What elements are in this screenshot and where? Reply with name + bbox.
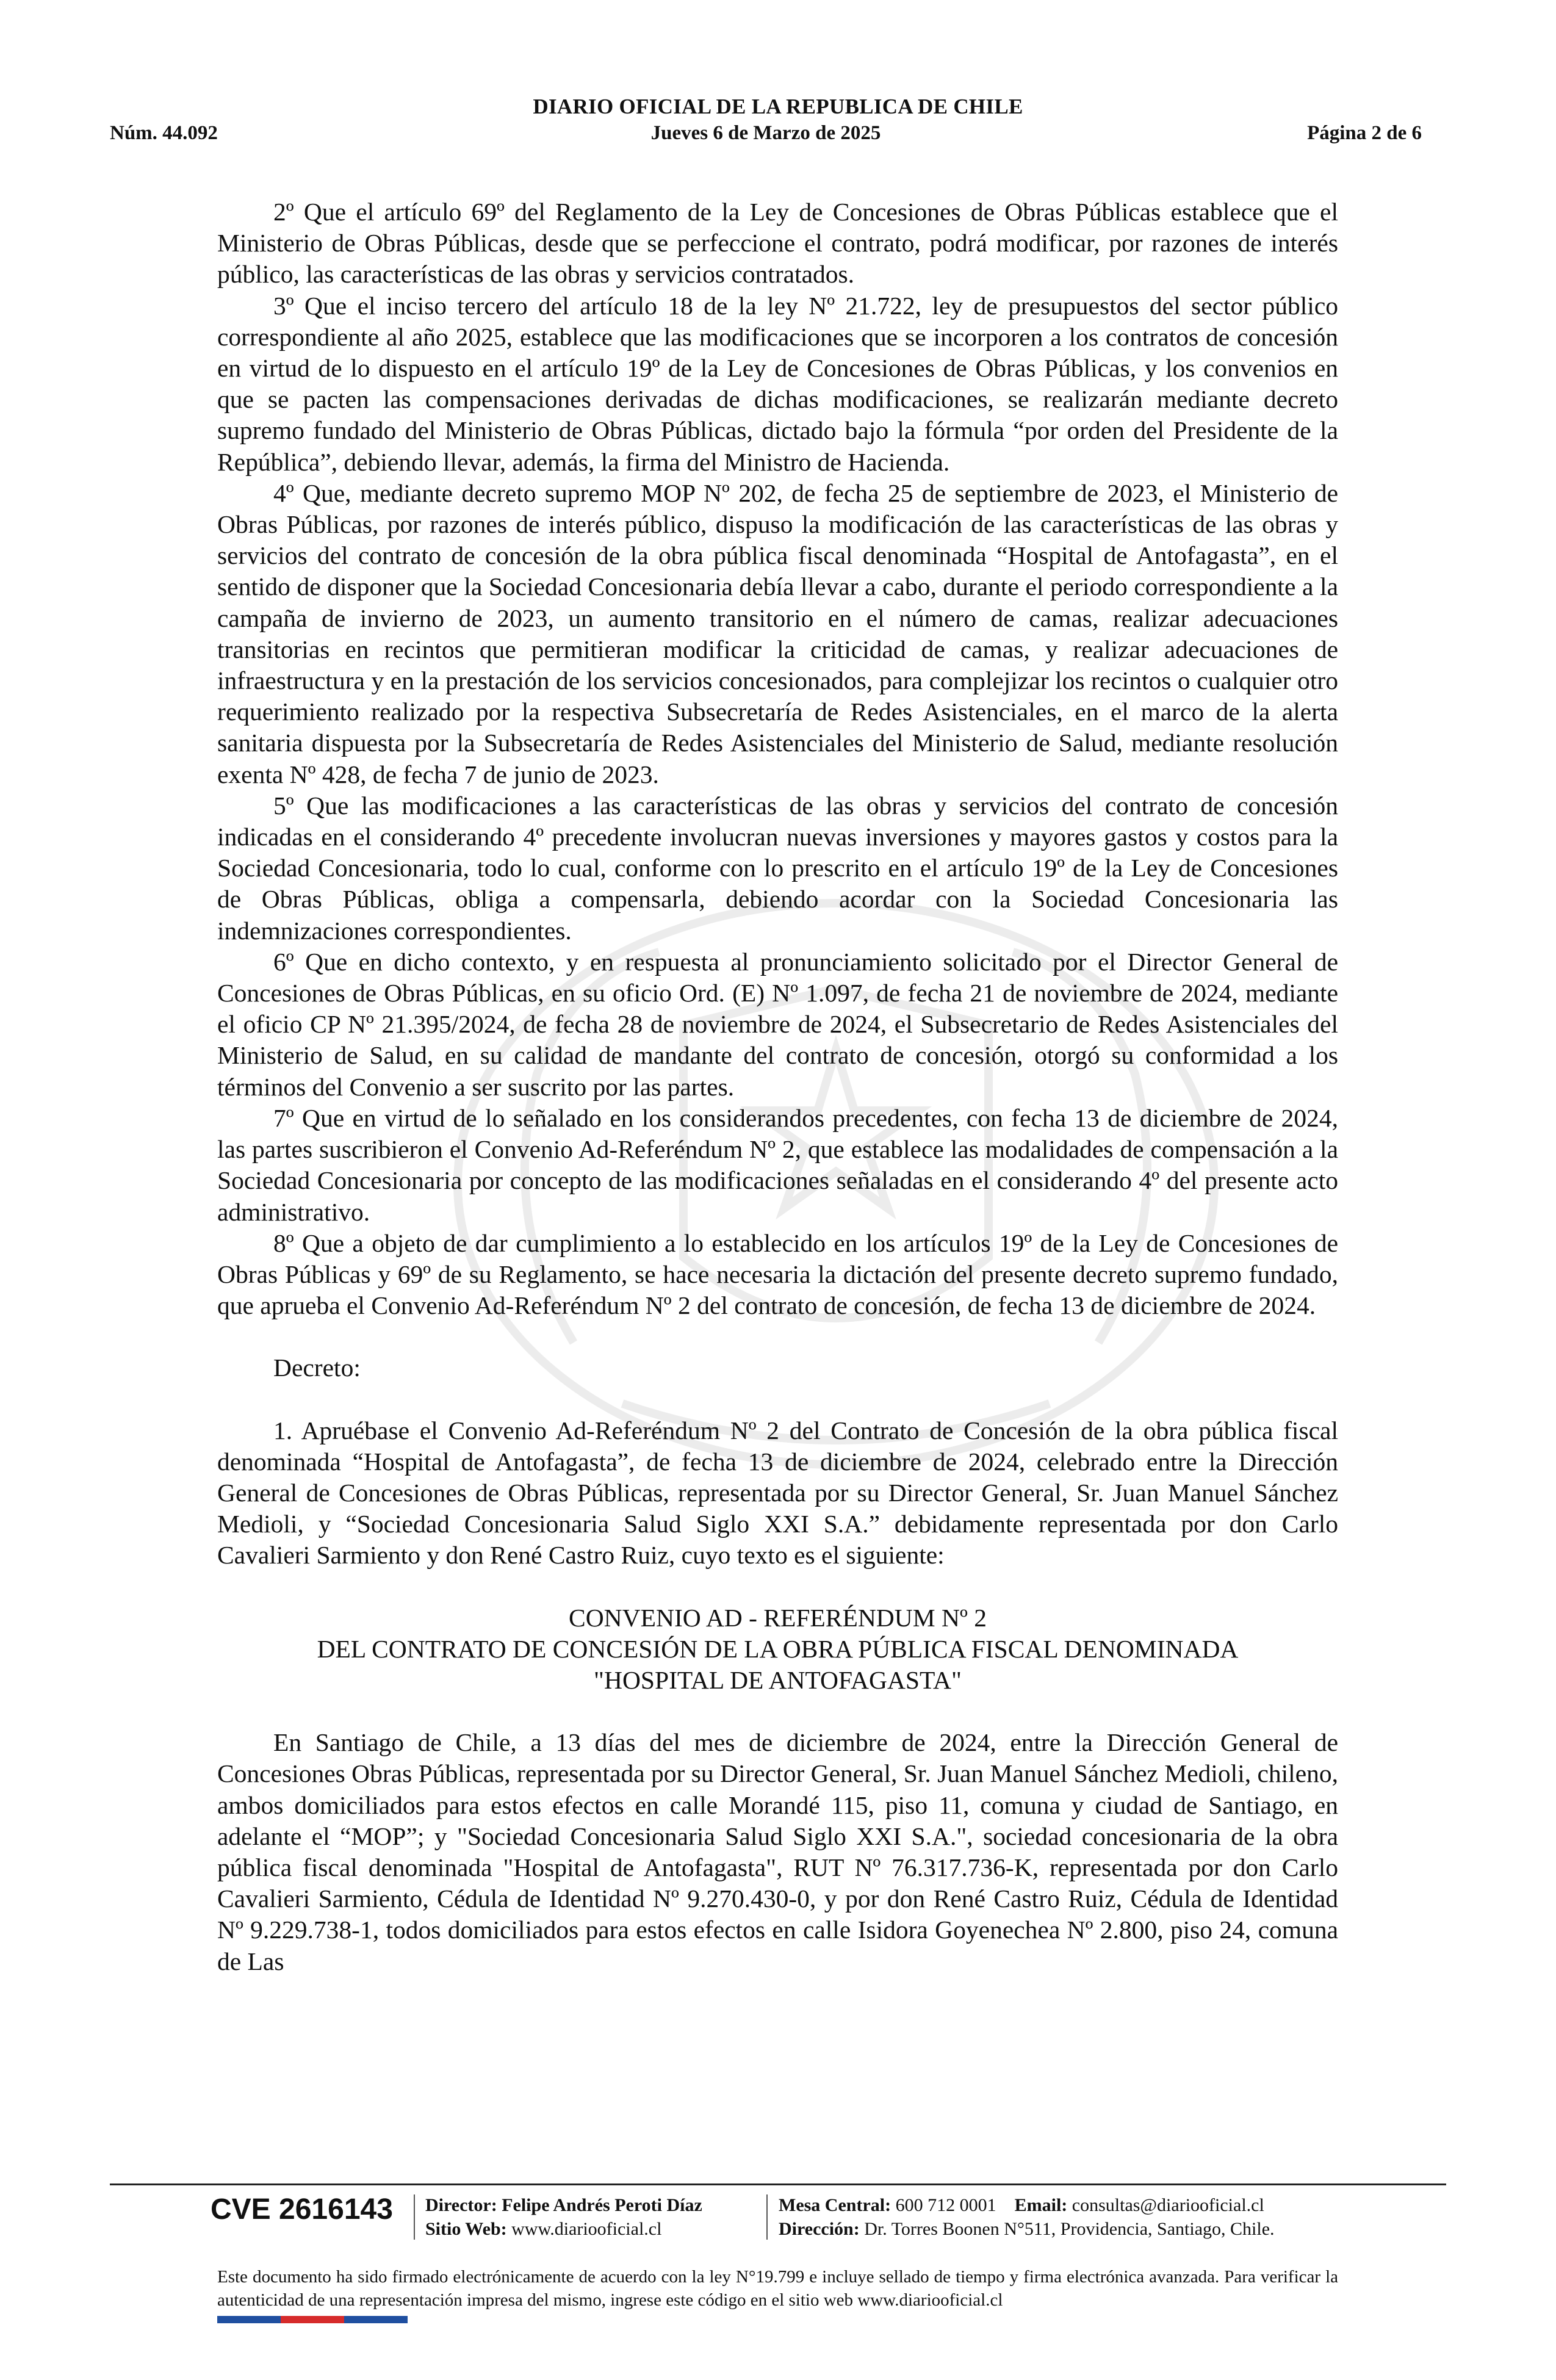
footer-contact-info <box>779 2193 1275 2241</box>
email-link[interactable]: consultas@diariooficial.cl <box>1072 2195 1264 2215</box>
cve-code: CVE 2616143 <box>211 2193 393 2226</box>
considerando-3: 3º Que el inciso tercero del artículo 18 de la ley Nº 21.722, ley de presupuestos del sector público correspondiente al año 2025, establece que las modificaciones que se incorporen a los contratos de concesión en virtud de lo dispuesto en el artículo 19º de la Ley de Concesiones de Obras Públicas, y los convenios en que se pacten las compensaciones derivadas de dichas modificaciones, se realizarán mediante decreto supremo fundado del Ministerio de Obras Públicas, dictado bajo la fórmula “por orden del Presidente de la República”, debiendo llevar, además, la firma del Ministro de Hacienda. <box>217 291 1338 476</box>
convenio-title <box>217 1603 1338 1697</box>
signature-note: Este documento ha sido firmado electrónicamente de acuerdo con la ley N°19.799 e incluye sellado de tiempo y firma electrónica avanzada. Para verificar la autenticidad de una representación impresa del mismo, ingrese este código en el sitio web www.diariooficial.cl <box>217 2267 1338 2310</box>
considerando-6: 6º Que en dicho contexto, y en respuesta al pronunciamiento solicitado por el Director General de Concesiones de Obras Públicas, en su oficio Ord. (E) Nº 1.097, de fecha 21 de noviembre de 2024, mediante el oficio CP Nº 21.395/2024, de fecha 28 de noviembre de 2024, el Subsecretario de Redes Asistenciales del Ministerio de Salud, en su calidad de mandante del contrato de concesión, otorgó su conformidad a los términos del Convenio a ser suscrito por las partes. <box>217 947 1338 1101</box>
convenio-title-line-1: CONVENIO AD - REFERÉNDUM Nº 2 <box>569 1603 987 1632</box>
footer-separator <box>766 2194 768 2240</box>
considerando-2: 2º Que el artículo 69º del Reglamento de la Ley de Concesiones de Obras Públicas establece que el Ministerio de Obras Públicas, desde que se perfeccione el contrato, podrá modificar, por razones de interés público, las características de las obras y servicios contratados. <box>217 198 1338 289</box>
considerando-5: 5º Que las modificaciones a las características de las obras y servicios del contrato de concesión indicadas en el considerando 4º precedente involucran nuevas inversiones y mayores gastos y costos para la Sociedad Concesionaria, todo lo cual, conforme con lo prescrito en el artículo 19º de la Ley de Concesiones de Obras Públicas, obliga a compensarla, debiendo acordar con la Sociedad Concesionaria las indemnizaciones correspondientes. <box>217 791 1338 945</box>
email-label: Email: <box>1014 2195 1068 2215</box>
considerando-8: 8º Que a objeto de dar cumplimiento a lo establecido en los artículos 19º de la Ley de Concesiones de Obras Públicas y 69º de su Reglamento, se hace necesaria la dictación del presente decreto supremo fundado, que aprueba el Convenio Ad-Referéndum Nº 2 del contrato de concesión, de fecha 13 de diciembre de 2024. <box>217 1228 1338 1320</box>
direccion-label: Dirección: <box>779 2219 860 2239</box>
director-label: Director: <box>425 2195 497 2215</box>
page-number: Página 2 de 6 <box>1307 122 1422 144</box>
mesa-label: Mesa Central: <box>779 2195 891 2215</box>
flag-color-bar <box>217 2316 408 2323</box>
footer-separator <box>414 2194 415 2240</box>
document-body <box>217 197 1338 1977</box>
flag-bar-blue-2 <box>344 2316 408 2323</box>
mesa-phone: 600 712 0001 <box>895 2195 996 2215</box>
convenio-title-line-2: DEL CONTRATO DE CONCESIÓN DE LA OBRA PÚBLICA FISCAL DENOMINADA <box>317 1634 1239 1663</box>
director-name: Felipe Andrés Peroti Díaz <box>502 2195 702 2215</box>
considerando-4: 4º Que, mediante decreto supremo MOP Nº 202, de fecha 25 de septiembre de 2023, el Ministerio de Obras Públicas, por razones de interés público, dispuso la modificación de las características de las obras y servicios del contrato de concesión de la obra pública fiscal denominada “Hospital de Antofagasta”, en el sentido de disponer que la Sociedad Concesionaria debía llevar a cabo, durante el periodo correspondiente a la campaña de invierno de 2023, un aumento transitorio en el número de camas, realizar adecuaciones transitorias en recintos que permitieran modificar la criticidad de camas, y realizar adecuaciones de infraestructura y en la prestación de los servicios concesionados, para complejizar los recintos o cualquier otro requerimiento realizado por la respectiva Subsecretaría de Redes Asistenciales, en el marco de la alerta sanitaria dispuesta por la Subsecretaría de Redes Asistenciales del Ministerio de Salud, mediante resolución exenta Nº 428, de fecha 7 de junio de 2023. <box>217 478 1338 788</box>
web-link[interactable]: www.diariooficial.cl <box>511 2219 662 2239</box>
decreto-label: Decreto: <box>273 1354 361 1382</box>
issue-number: Núm. 44.092 <box>110 122 218 144</box>
direccion-value: Dr. Torres Boonen N°511, Providencia, Santiago, Chile. <box>864 2219 1275 2239</box>
convenio-title-line-3: "HOSPITAL DE ANTOFAGASTA" <box>594 1665 962 1694</box>
flag-bar-blue <box>217 2316 281 2323</box>
flag-bar-red <box>281 2316 344 2323</box>
considerando-7: 7º Que en virtud de lo señalado en los considerandos precedentes, con fecha 13 de diciembre de 2024, las partes suscribieron el Convenio Ad-Referéndum Nº 2, que establece las modalidades de compensación a la Sociedad Concesionaria por concepto de las modificaciones señaladas en el considerando 4º del presente acto administrativo. <box>217 1103 1338 1226</box>
footer-divider <box>110 2183 1446 2185</box>
header-row <box>110 122 1422 149</box>
convenio-intro: En Santiago de Chile, a 13 días del mes de diciembre de 2024, entre la Dirección General de Concesiones Obras Públicas, representada por su Director General, Sr. Juan Manuel Sánchez Medioli, chileno, ambos domiciliados para estos efectos en calle Morandé 115, piso 11, comuna y ciudad de Santiago, en adelante el “MOP”; y "Sociedad Concesionaria Salud Siglo XXI S.A.", sociedad concesionaria de la obra pública fiscal denominada "Hospital de Antofagasta", RUT Nº 76.317.736-K, representada por don Carlo Cavalieri Sarmiento, Cédula de Identidad Nº 9.270.430-0, y por don René Castro Ruiz, Cédula de Identidad Nº 9.229.738-1, todos domiciliados para estos efectos en calle Isidora Goyenechea Nº 2.800, piso 24, comuna de Las <box>217 1728 1339 1975</box>
web-label: Sitio Web: <box>425 2219 507 2239</box>
issue-date: Jueves 6 de Marzo de 2025 <box>650 122 881 144</box>
newspaper-title: DIARIO OFICIAL DE LA REPUBLICA DE CHILE <box>533 95 1023 118</box>
article-1: 1. Apruébase el Convenio Ad-Referéndum Nº 2 del Contrato de Concesión de la obra pública fiscal denominada “Hospital de Antofagasta”, de fecha 13 de diciembre de 2024, celebrado entre la Dirección General de Concesiones de Obras Públicas, representada por su Director General, Sr. Juan Manuel Sánchez Medioli, y “Sociedad Concesionaria Salud Siglo XXI S.A.” debidamente representada por don Carlo Cavalieri Sarmiento y don René Castro Ruiz, cuyo texto es el siguiente: <box>217 1416 1338 1570</box>
footer-director-info <box>425 2193 702 2241</box>
